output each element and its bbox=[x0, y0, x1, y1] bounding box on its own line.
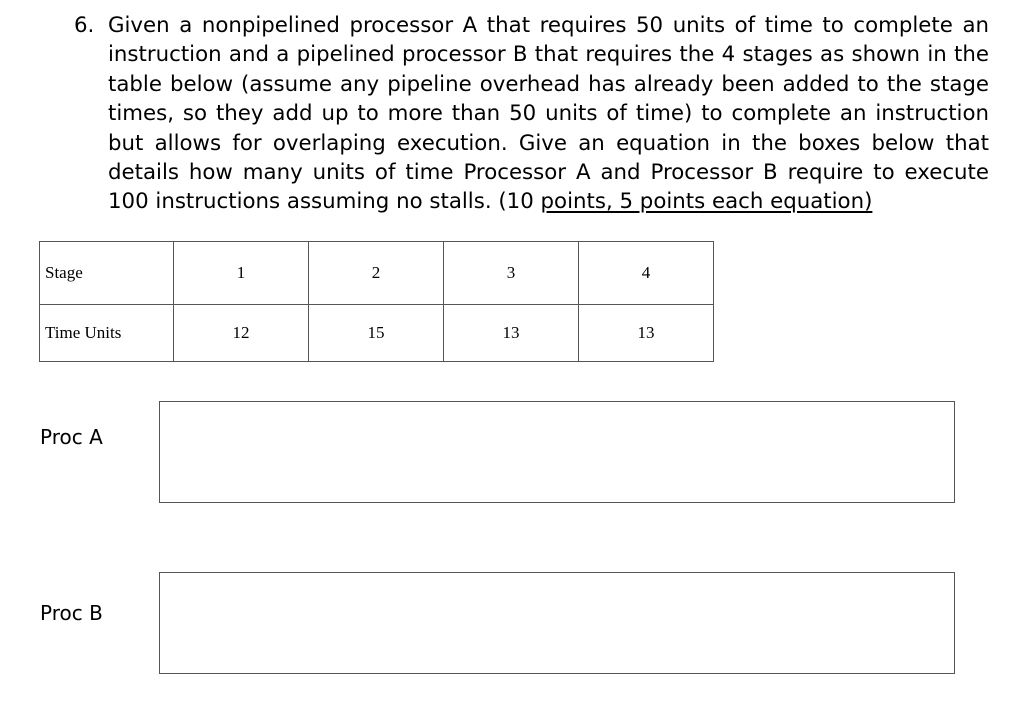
stage-cell-1: 1 bbox=[174, 242, 309, 305]
proc-b-label: Proc B bbox=[40, 601, 103, 625]
stage-cell-3: 3 bbox=[444, 242, 579, 305]
time-units-row bbox=[40, 305, 714, 362]
question-points: points, 5 points each equation) bbox=[540, 189, 873, 215]
stage-cell-4: 4 bbox=[579, 242, 714, 305]
stage-cell-2: 2 bbox=[309, 242, 444, 305]
proc-b-answer-box[interactable] bbox=[159, 572, 955, 674]
time-units-cell-3: 13 bbox=[444, 305, 579, 362]
question-number: 6. bbox=[74, 13, 95, 38]
stage-row-header: Stage bbox=[40, 242, 174, 305]
stage-row bbox=[40, 242, 714, 305]
time-units-row-header: Time Units bbox=[40, 305, 174, 362]
question-text bbox=[108, 11, 989, 217]
proc-a-answer-box[interactable] bbox=[159, 401, 955, 503]
time-units-cell-2: 15 bbox=[309, 305, 444, 362]
time-units-cell-4: 13 bbox=[579, 305, 714, 362]
time-units-cell-1: 12 bbox=[174, 305, 309, 362]
stage-table bbox=[39, 241, 714, 362]
question bbox=[74, 11, 989, 217]
proc-a-label: Proc A bbox=[40, 425, 103, 449]
question-body: Given a nonpipelined processor A that requires 50 units of time to complete an instruction and a pipelined processor B that requires the 4 stages as shown in the table below (assume any pipeline overhead has already been added to the stage times, so they add up to more than 50 units of time) to complete an instruction but allows for overlaping execution. Give an equation in the boxes below that details how many units of time Processor A and Processor B require to execute 100 instructions assuming no stalls. (10 bbox=[108, 13, 989, 215]
